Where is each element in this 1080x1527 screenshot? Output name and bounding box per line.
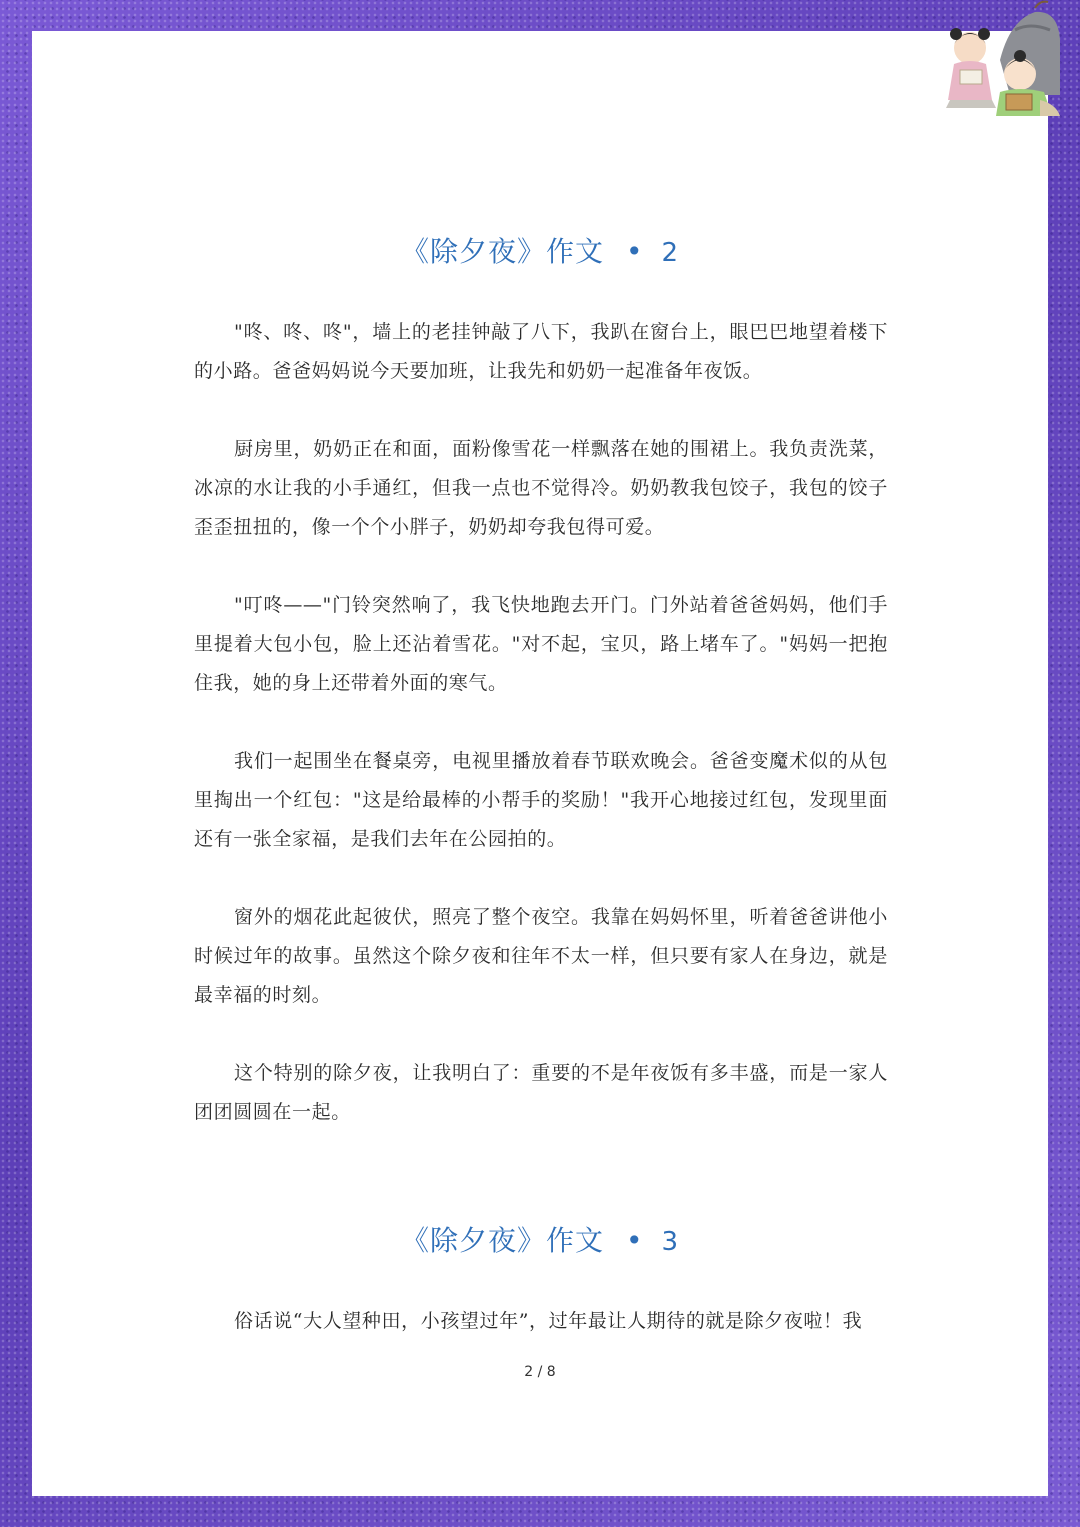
page-number: 2 / 8 — [524, 1364, 556, 1380]
paragraph: "咚、咚、咚"，墙上的老挂钟敲了八下，我趴在窗台上，眼巴巴地望着楼下的小路。爸爸妈妈说今天要加班，让我先和奶奶一起准备年夜饭。 — [194, 321, 888, 382]
paragraph: 我们一起围坐在餐桌旁，电视里播放着春节联欢晚会。爸爸变魔术似的从包里掏出一个红包："这是给最棒的小帮手的奖励！"我开心地接过红包，发现里面还有一张全家福，是我们去年在公园拍的。 — [194, 750, 888, 850]
section-title-text: 《除夕夜》作文 — [400, 1224, 604, 1257]
section-title-text: 《除夕夜》作文 — [400, 235, 604, 268]
section-number: 2 — [661, 238, 680, 268]
section-title — [0, 230, 1080, 270]
paragraph: 窗外的烟花此起彼伏，照亮了整个夜空。我靠在妈妈怀里，听着爸爸讲他小时候过年的故事。虽然这个除夕夜和往年不太一样，但只要有家人在身边，就是最幸福的时刻。 — [194, 906, 888, 1006]
paragraph: 俗话说“大人望种田，小孩望过年”，过年最让人期待的就是除夕夜啦！我 — [234, 1310, 863, 1332]
section-title — [0, 1219, 1080, 1259]
title-bullet: • — [625, 235, 644, 268]
paragraph: "叮咚——"门铃突然响了，我飞快地跑去开门。门外站着爸爸妈妈，他们手里提着大包小包，脸上还沾着雪花。"对不起，宝贝，路上堵车了。"妈妈一把抱住我，她的身上还带着外面的寒气。 — [194, 594, 888, 694]
section-number: 3 — [661, 1227, 680, 1257]
title-bullet: • — [625, 1224, 644, 1257]
paragraph: 厨房里，奶奶正在和面，面粉像雪花一样飘落在她的围裙上。我负责洗菜，冰凉的水让我的小手通红，但我一点也不觉得冷。奶奶教我包饺子，我包的饺子歪歪扭扭的，像一个个小胖子，奶奶却夸我包得可爱。 — [194, 438, 888, 538]
paragraph: 这个特别的除夕夜，让我明白了：重要的不是年夜饭有多丰盛，而是一家人团团圆圆在一起。 — [194, 1062, 888, 1123]
children-reading-illustration — [940, 0, 1062, 122]
